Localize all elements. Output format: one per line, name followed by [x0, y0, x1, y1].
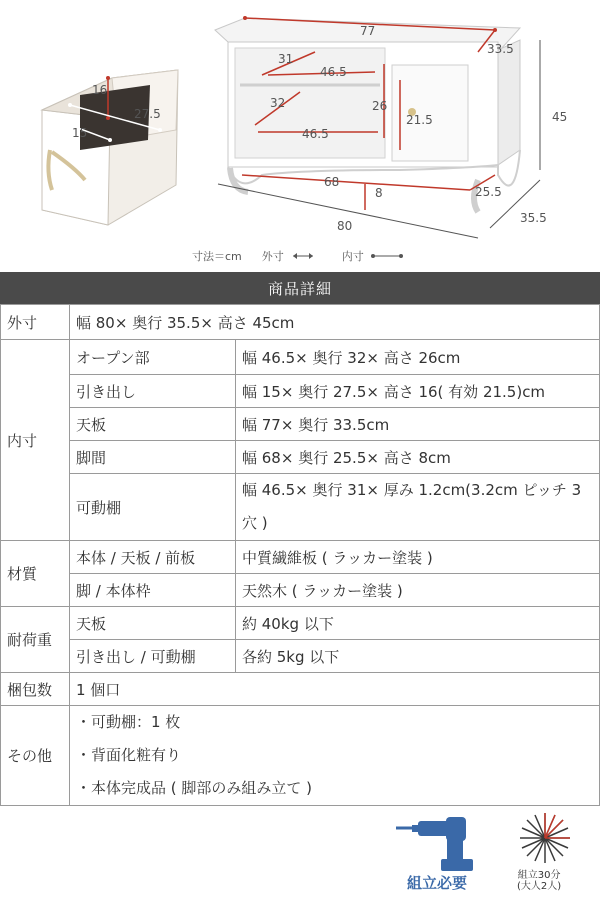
outer-arrow-icon: [290, 252, 316, 260]
legend-inner: 内寸: [341, 250, 364, 263]
load-sub: 引き出し / 可動棚: [70, 640, 236, 673]
material-value: 中質繊維板 ( ラッカー塗装 ): [236, 541, 600, 574]
load-value: 約 40kg 以下: [236, 607, 600, 640]
table-row: [1, 640, 600, 673]
other-label: その他: [1, 706, 70, 806]
leg-span-width-label: 68: [324, 175, 340, 189]
inner-value: 幅 68× 奥行 25.5× 高さ 8cm: [236, 441, 600, 474]
assembly-time-icon: [520, 813, 570, 863]
legend-unit: 寸法＝cm: [192, 250, 242, 263]
inner-sub: 天板: [70, 408, 236, 441]
top-width-label: 77: [360, 24, 376, 38]
top-depth-label: 33.5: [487, 42, 514, 56]
spec-table: [0, 304, 600, 806]
assembly-time-text: 組立30分: [517, 870, 561, 881]
inner-value: 幅 77× 奥行 33.5cm: [236, 408, 600, 441]
leg-span-depth-label: 25.5: [475, 185, 502, 199]
table-row: [1, 408, 600, 441]
cabinet-illustration: [215, 16, 567, 238]
table-row: [1, 541, 600, 574]
inner-value: 幅 15× 奥行 27.5× 高さ 16( 有効 21.5)cm: [236, 375, 600, 408]
outer-label: 外寸: [1, 305, 70, 340]
other-list: [70, 706, 600, 806]
inner-sub: 引き出し: [70, 375, 236, 408]
package-value: 1 個口: [70, 673, 600, 706]
inner-value: 幅 46.5× 奥行 31× 厚み 1.2cm(3.2cm ピッチ 3 穴 ): [236, 474, 600, 541]
table-row: [1, 340, 600, 375]
table-row: [1, 607, 600, 640]
outer-value: 幅 80× 奥行 35.5× 高さ 45cm: [70, 305, 600, 340]
total-height-label: 45: [552, 110, 568, 124]
table-row: [1, 305, 600, 340]
table-row: [1, 441, 600, 474]
section-title: 商品詳細: [0, 272, 600, 304]
inner-sub: オープン部: [70, 340, 236, 375]
other-item: ・背面化粧有り: [76, 746, 182, 764]
load-sub: 天板: [70, 607, 236, 640]
open-depth-upper-label: 31: [278, 52, 294, 66]
furniture-dimension-diagram: [0, 0, 600, 272]
table-row: [1, 706, 600, 806]
drawer-illustration: [42, 70, 178, 225]
shelf-width-label: 46.5: [320, 65, 347, 79]
assembly-required-label: 組立必要: [407, 874, 468, 892]
dimension-legend: [192, 248, 404, 264]
other-item: ・本体完成品 ( 脚部のみ組み立て ): [76, 779, 313, 797]
total-depth-label: 35.5: [520, 211, 547, 225]
table-row: [1, 574, 600, 607]
drawer-depth-label: 27.5: [134, 107, 161, 121]
inner-sub: 脚間: [70, 441, 236, 474]
assembly-time-label: [517, 870, 561, 892]
inner-value: 幅 46.5× 奥行 32× 高さ 26cm: [236, 340, 600, 375]
open-width-label: 46.5: [302, 127, 329, 141]
open-depth-lower-label: 32: [270, 96, 286, 110]
material-label: 材質: [1, 541, 70, 607]
load-label: 耐荷重: [1, 607, 70, 673]
electric-drill-icon: [396, 817, 473, 871]
leg-height-label: 8: [375, 186, 383, 200]
assembly-people-text: (大人2人): [517, 881, 562, 892]
load-value: 各約 5kg 以下: [236, 640, 600, 673]
inner-line-icon: [370, 252, 404, 260]
material-value: 天然木 ( ラッカー塗装 ): [236, 574, 600, 607]
drawer-width-label: 15: [72, 126, 88, 140]
other-item: ・可動棚：1 枚: [76, 713, 181, 731]
table-row: [1, 673, 600, 706]
legend-outer: 外寸: [261, 250, 284, 263]
package-label: 梱包数: [1, 673, 70, 706]
material-sub: 脚 / 本体枠: [70, 574, 236, 607]
table-row: [1, 474, 600, 541]
footer-icons: [0, 805, 600, 897]
drawer-height-label: 16: [92, 83, 108, 97]
drawer-effective-height-label: 21.5: [406, 113, 433, 127]
total-width-label: 80: [337, 219, 353, 233]
open-height-label: 26: [372, 99, 388, 113]
material-sub: 本体 / 天板 / 前板: [70, 541, 236, 574]
table-row: [1, 375, 600, 408]
inner-sub: 可動棚: [70, 474, 236, 541]
inner-label: 内寸: [1, 340, 70, 541]
